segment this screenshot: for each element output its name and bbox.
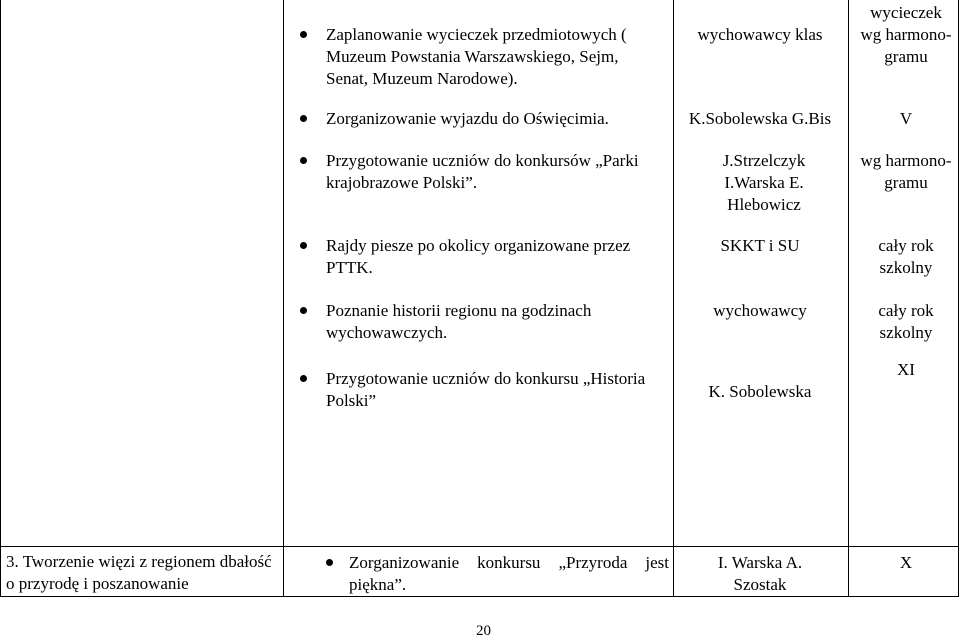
column-divider-2 — [673, 0, 674, 596]
responsible-text: K. Sobolewska — [708, 382, 812, 401]
responsible-text: J.Strzelczyk I.Warska E. Hlebowicz — [722, 151, 806, 214]
responsible-text: wychowawcy klas — [697, 25, 823, 44]
term-text: XI — [897, 360, 915, 379]
table-border-left — [0, 0, 1, 596]
term-text: cały rok szkolny — [878, 236, 934, 277]
activity-text: Rajdy piesze po okolicy organizowane przez PTTK. — [326, 236, 631, 277]
bullet-icon — [300, 242, 307, 249]
responsible-text: I. Warska A. Szostak — [717, 553, 803, 594]
goal-text: 3. Tworzenie więzi z regionem dbałość o przyrodę i poszanowanie — [6, 552, 272, 593]
term-text: wycieczek wg harmono-gramu — [860, 3, 952, 66]
column-divider-3 — [848, 0, 849, 596]
activity-text: Przygotowanie uczniów do konkursów „Parki krajobrazowe Polski”. — [326, 151, 639, 192]
section-divider — [0, 546, 959, 547]
bullet-icon — [300, 157, 307, 164]
activity-text: Poznanie historii regionu na godzinach wychowawczych. — [326, 301, 592, 342]
activity-text: Zaplanowanie wycieczek przedmiotowych ( Muzeum Powstania Warszawskiego, Sejm, Senat, Muzeum Narodowe). — [326, 25, 627, 88]
term-text: V — [899, 109, 913, 128]
column-divider-1 — [283, 0, 284, 596]
activity-text: Zorganizowanie konkursu „Przyroda jest piękna”. — [349, 553, 669, 594]
page-number: 20 — [476, 623, 491, 639]
bullet-icon — [300, 115, 307, 122]
bullet-icon — [300, 375, 307, 382]
table-border-bottom — [0, 596, 959, 597]
bullet-icon — [300, 307, 307, 314]
responsible-text: SKKT i SU — [720, 236, 800, 255]
term-text: X — [899, 553, 913, 572]
bullet-icon — [326, 559, 333, 566]
activity-text: Zorganizowanie wyjazdu do Oświęcimia. — [326, 109, 609, 128]
responsible-text: K.Sobolewska G.Bis — [688, 109, 832, 128]
term-text: cały rok szkolny — [878, 301, 934, 342]
activity-text: Przygotowanie uczniów do konkursu „Historia Polski” — [326, 369, 646, 410]
term-text: wg harmono-gramu — [860, 151, 952, 192]
table-border-right — [958, 0, 959, 596]
responsible-text: wychowawcy — [713, 301, 807, 320]
bullet-icon — [300, 31, 307, 38]
